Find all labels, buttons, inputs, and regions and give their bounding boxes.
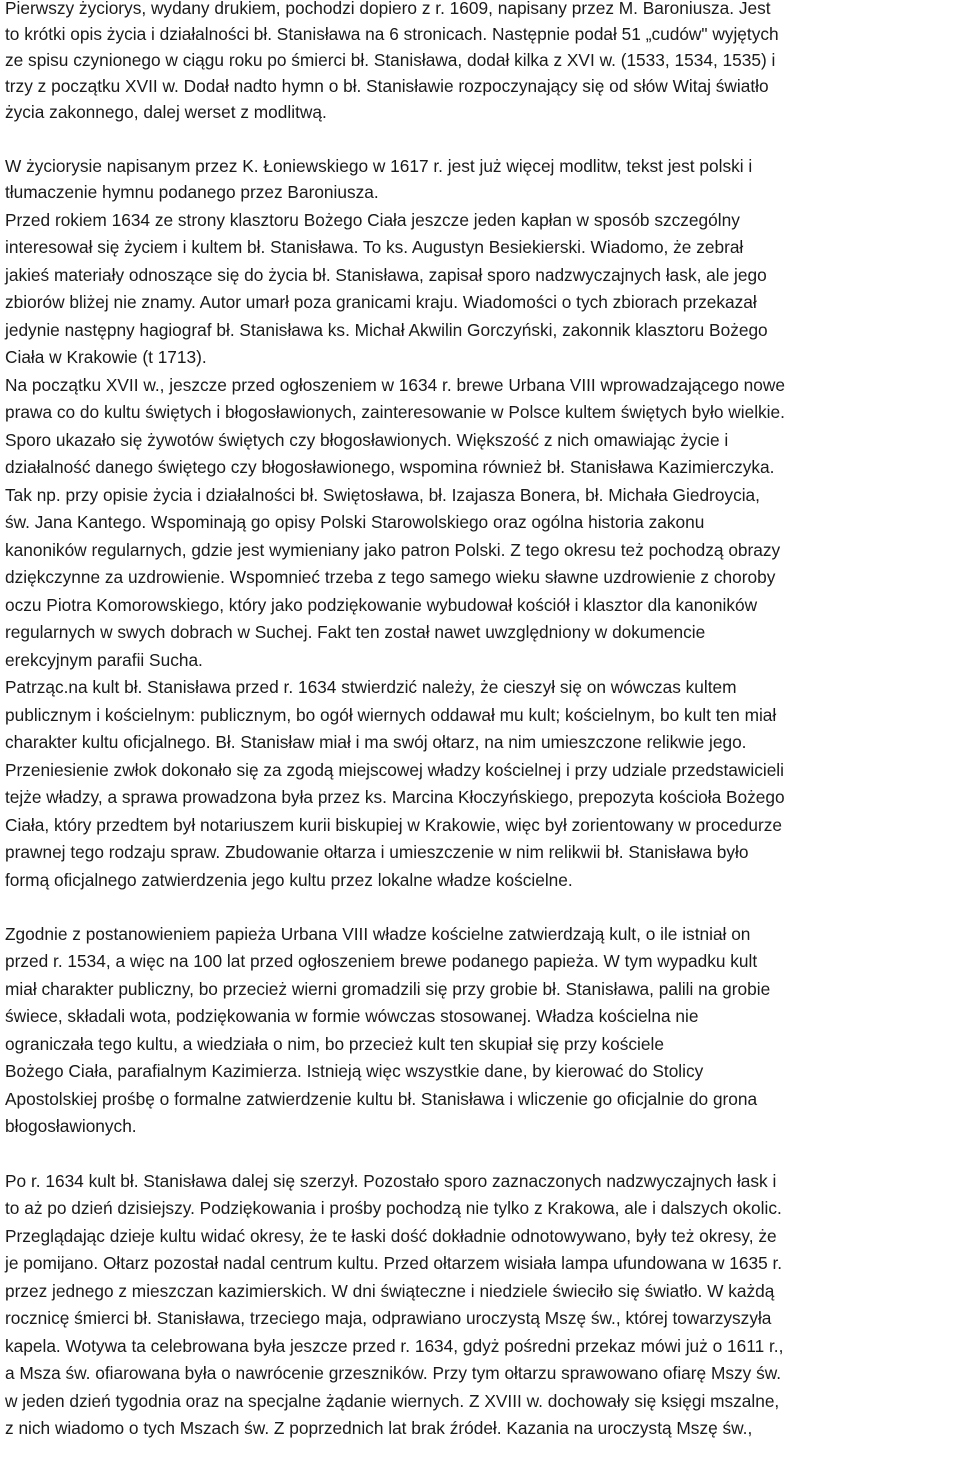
text-line-37: ograniczała tego kultu, a wiedziała o nim, bo przecież kult ten skupiał się przy kościele bbox=[5, 1034, 664, 1054]
text-line-42: to aż po dzień dzisiejszy. Podziękowania i prośby pochodzą nie tylko z Krakowa, ale i dalszych okolic. bbox=[5, 1198, 782, 1218]
text-line-21: dziękczynne za uzdrowienie. Wspomnieć trzeba z tego samego wieku sławne uzdrowienie z choroby bbox=[5, 567, 776, 587]
text-line-10: jakieś materiały odnoszące się do życia bł. Stanisława, zapisał sporo nadzwyczajnych łask, ale jego bbox=[5, 265, 767, 285]
text-line-28: Przeniesienie zwłok dokonało się za zgodą miejscowej władzy kościelnej i przy udziale przedstawicieli bbox=[5, 760, 784, 780]
text-line-4: trzy z początku XVII w. Dodał nadto hymn o bł. Stanisławie rozpoczynający się od słów Witaj światło bbox=[5, 76, 769, 96]
text-line-24: erekcyjnym parafii Sucha. bbox=[5, 650, 203, 670]
text-line-39: Apostolskiej prośbę o formalne zatwierdzenie kultu bł. Stanisława i wliczenie go oficjalnie do grona bbox=[5, 1089, 758, 1109]
text-line-22: oczu Piotra Komorowskiego, który jako podziękowanie wybudował kościół i klasztor dla kanoników bbox=[5, 595, 758, 615]
text-line-29: tejże władzy, a sprawa prowadzona była przez ks. Marcina Kłoczyńskiego, prepozyta kościoła Bożego bbox=[5, 787, 785, 807]
text-line-14: Na początku XVII w., jeszcze przed ogłoszeniem w 1634 r. brewe Urbana VIII wprowadzającego nowe bbox=[5, 375, 785, 395]
text-line-7: tłumaczenie hymnu podanego przez Baroniusza. bbox=[5, 182, 379, 202]
text-line-5: życia zakonnego, dalej werset z modlitwą. bbox=[5, 102, 327, 122]
text-line-11: zbiorów bliżej nie znamy. Autor umarł poza granicami kraju. Wiadomości o tych zbiorach przekazał bbox=[5, 292, 757, 312]
text-line-47: kapela. Wotywa ta celebrowana była jeszcze przed r. 1634, gdyż pośredni przekaz mówi już o 1611 r., bbox=[5, 1336, 784, 1356]
text-line-41: Po r. 1634 kult bł. Stanisława dalej się szerzył. Pozostało sporo zaznaczonych nadzwyczajnych łask i bbox=[5, 1171, 777, 1191]
text-line-3: ze spisu czynionego w ciągu roku po śmierci bł. Stanisława, dodał kilka z XVI w. (1533, 1534, 1535) i bbox=[5, 50, 776, 70]
text-line-33: Zgodnie z postanowieniem papieża Urbana VIII władze kościelne zatwierdzają kult, o ile istniał on bbox=[5, 924, 751, 944]
text-line-38: Bożego Ciała, parafialnym Kazimierza. Istnieją więc wszystkie dane, by kierować do Stolicy bbox=[5, 1061, 704, 1081]
text-line-44: je pomijano. Ołtarz pozostał nadal centrum kultu. Przed ołtarzem wisiała lampa ufundowana w 1635 r. bbox=[5, 1253, 783, 1273]
text-line-1: Pierwszy życiorys, wydany drukiem, pochodzi dopiero z r. 1609, napisany przez M. Baroniusza. Jest bbox=[5, 0, 771, 18]
text-line-45: przez jednego z mieszczan kazimierskich. W dni świąteczne i niedziele świeciło się światło. W każdą bbox=[5, 1281, 775, 1301]
text-line-9: interesował się życiem i kultem bł. Stanisława. To ks. Augustyn Besiekierski. Wiadomo, że zebrał bbox=[5, 237, 744, 257]
text-line-36: świece, składali wota, podziękowania w formie wówczas stosowanej. Władza kościelna nie bbox=[5, 1006, 699, 1026]
text-line-26: publicznym i kościelnym: publicznym, bo ogół wiernych oddawał mu kult; kościelnym, bo kult ten miał bbox=[5, 705, 777, 725]
text-line-18: Tak np. przy opisie życia i działalności bł. Swiętosława, bł. Izajasza Bonera, bł. Michała Giedroycia, bbox=[5, 485, 760, 505]
text-line-15: prawa co do kultu świętych i błogosławionych, zainteresowanie w Polsce kultem świętych było wielkie. bbox=[5, 402, 785, 422]
text-line-13: Ciała w Krakowie (t 1713). bbox=[5, 347, 207, 367]
text-line-40: błogosławionych. bbox=[5, 1116, 137, 1136]
text-line-20: kanoników regularnych, gdzie jest wymieniany jako patron Polski. Z tego okresu też pochodzą obrazy bbox=[5, 540, 781, 560]
text-line-2: to krótki opis życia i działalności bł. Stanisława na 6 stronicach. Następnie podał 51 „cudów" wyjętych bbox=[5, 24, 779, 44]
text-line-32: formą oficjalnego zatwierdzenia jego kultu przez lokalne władze kościelne. bbox=[5, 870, 573, 890]
text-line-23: regularnych w swych dobrach w Suchej. Fakt ten został nawet uwzględniony w dokumencie bbox=[5, 622, 706, 642]
text-line-30: Ciała, który przedtem był notariuszem kurii biskupiej w Krakowie, więc był zorientowany w procedurze bbox=[5, 815, 783, 835]
text-line-19: św. Jana Kantego. Wspominają go opisy Polski Starowolskiego oraz ogólna historia zakonu bbox=[5, 512, 705, 532]
text-line-8: Przed rokiem 1634 ze strony klasztoru Bożego Ciała jeszcze jeden kapłan w sposób szczególny bbox=[5, 210, 740, 230]
text-line-25: Patrząc.na kult bł. Stanisława przed r. 1634 stwierdzić należy, że cieszył się on wówczas kultem bbox=[5, 677, 737, 697]
text-line-43: Przeglądając dzieje kultu widać okresy, że te łaski dość dokładnie odnotowywano, były też okresy, że bbox=[5, 1226, 777, 1246]
text-line-34: przed r. 1534, a więc na 100 lat przed ogłoszeniem brewe podanego papieża. W tym wypadku kult bbox=[5, 951, 758, 971]
text-line-48: a Msza św. ofiarowana była o nawrócenie grzeszników. Przy tym ołtarzu sprawowano ofiarę Mszy św. bbox=[5, 1363, 782, 1383]
text-line-12: jedynie następny hagiograf bł. Stanisława ks. Michał Akwilin Gorczyński, zakonnik klasztoru Bożego bbox=[5, 320, 768, 340]
text-line-31: prawnej tego rodzaju spraw. Zbudowanie ołtarza i umieszczenie w nim relikwii bł. Stanisława było bbox=[5, 842, 749, 862]
text-line-27: charakter kultu oficjalnego. Bł. Stanisław miał i ma swój ołtarz, na nim umieszczone relikwie jego. bbox=[5, 732, 747, 752]
text-line-16: Sporo ukazało się żywotów świętych czy błogosławionych. Większość z nich omawiając życie i bbox=[5, 430, 729, 450]
text-line-50: z nich wiadomo o tych Mszach św. Z poprzednich lat brak źródeł. Kazania na uroczystą Mszę św., bbox=[5, 1418, 753, 1438]
text-line-49: w jeden dzień tygodnia oraz na specjalne żądanie wiernych. Z XVIII w. dochowały się księgi mszalne, bbox=[5, 1391, 780, 1411]
text-line-17: działalność danego świętego czy błogosławionego, wspomina również bł. Stanisława Kazimierczyka. bbox=[5, 457, 775, 477]
text-line-35: miał charakter publiczny, bo przecież wierni gromadzili się przy grobie bł. Stanisława, palili na grobie bbox=[5, 979, 771, 999]
text-line-6: W życiorysie napisanym przez K. Łoniewskiego w 1617 r. jest już więcej modlitw, tekst jest polski i bbox=[5, 156, 753, 176]
text-line-46: rocznicę śmierci bł. Stanisława, trzeciego maja, odprawiano uroczystą Mszę św., której towarzyszyła bbox=[5, 1308, 772, 1328]
